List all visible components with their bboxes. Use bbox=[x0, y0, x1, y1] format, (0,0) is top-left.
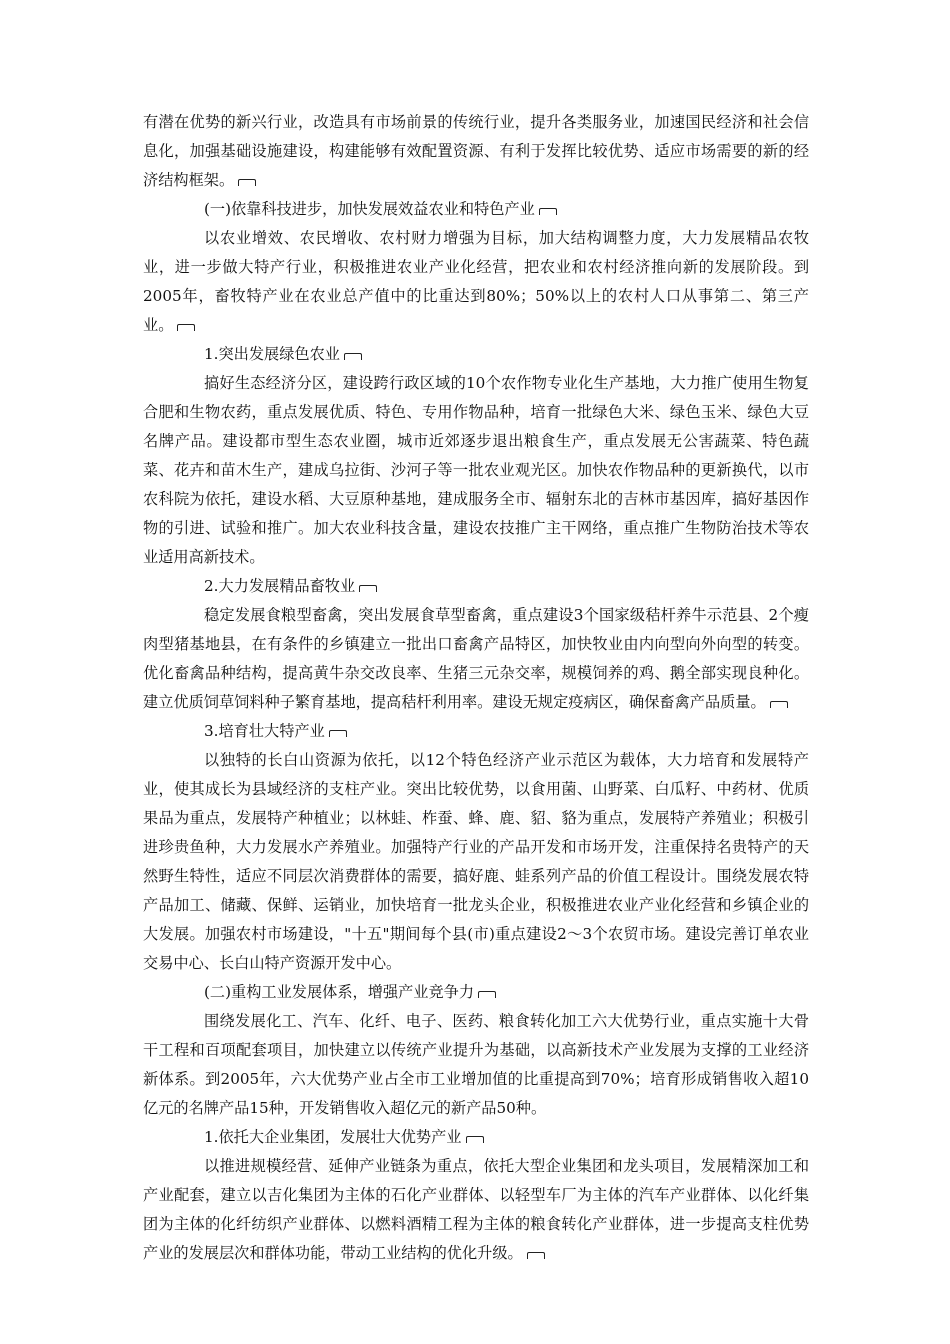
paragraph-mark-icon bbox=[770, 701, 788, 708]
paragraph-text: 1.突出发展绿色农业 bbox=[204, 345, 340, 363]
paragraph-text: 围绕发展化工、汽车、化纤、电子、医药、粮食转化加工六大优势行业，重点实施十大骨干工程和百项配套项目，加快建立以传统产业提升为基础，以高新技术产业发展为支撑的工业经济新体系。到2005年，六大优势产业占全市工业增加值的比重提高到70%；培育形成销售收入超10亿元的名牌产品15种，开发销售收入超亿元的新产品50种。 bbox=[143, 1012, 809, 1117]
section-heading bbox=[143, 978, 809, 1007]
paragraph bbox=[143, 224, 809, 340]
paragraph-text: 3.培育壮大特产业 bbox=[204, 722, 325, 740]
paragraph-text: 以农业增效、农民增收、农村财力增强为目标，加大结构调整力度，大力发展精品农牧业，进一步做大特产行业，积极推进农业产业化经营，把农业和农村经济推向新的发展阶段。到2005年，畜牧特产业在农业总产值中的比重达到80%；50%以上的农村人口从事第二、第三产业。 bbox=[143, 229, 809, 334]
paragraph-text: 有潜在优势的新兴行业，改造具有市场前景的传统行业，提升各类服务业，加速国民经济和社会信息化，加强基础设施建设，构建能够有效配置资源、有利于发挥比较优势、适应市场需要的新的经济结构框架。 bbox=[143, 113, 809, 189]
subsection-heading bbox=[143, 1123, 809, 1152]
paragraph bbox=[143, 369, 809, 572]
paragraph bbox=[143, 1007, 809, 1123]
paragraph-mark-icon bbox=[478, 991, 496, 998]
subsection-heading bbox=[143, 572, 809, 601]
paragraph-text: 以独特的长白山资源为依托，以12个特色经济产业示范区为载体，大力培育和发展特产业，使其成长为县域经济的支柱产业。突出比较优势，以食用菌、山野菜、白瓜籽、中药材、优质果品为重点，发展特产种植业；以林蛙、柞蚕、蜂、鹿、貂、貉为重点，发展特产养殖业；积极引进珍贵鱼种，大力发展水产养殖业。加强特产行业的产品开发和市场开发，注重保持名贵特产的天然野生特性，适应不同层次消费群体的需要，搞好鹿、蛙系列产品的价值工程设计。围绕发展农特产品加工、储藏、保鲜、运销业，加快培育一批龙头企业，积极推进农业产业化经营和乡镇企业的大发展。加强农村市场建设，"十五"期间每个县(市)重点建设2～3个农贸市场。建设完善订单农业交易中心、长白山特产资源开发中心。 bbox=[143, 751, 809, 972]
paragraph-text: (二)重构工业发展体系，增强产业竞争力 bbox=[204, 983, 475, 1001]
paragraph-text: 1.依托大企业集团，发展壮大优势产业 bbox=[204, 1128, 462, 1146]
paragraph-text: 搞好生态经济分区，建设跨行政区域的10个农作物专业化生产基地，大力推广使用生物复合肥和生物农药，重点发展优质、特色、专用作物品种，培育一批绿色大米、绿色玉米、绿色大豆名牌产品。建设都市型生态农业圈，城市近郊逐步退出粮食生产，重点发展无公害蔬菜、特色蔬菜、花卉和苗木生产，建成乌拉街、沙河子等一批农业观光区。加快农作物品种的更新换代，以市农科院为依托，建设水稻、大豆原种基地，建成服务全市、辐射东北的吉林市基因库，搞好基因作物的引进、试验和推广。加大农业科技含量，建设农技推广主干网络，重点推广生物防治技术等农业适用高新技术。 bbox=[143, 374, 809, 566]
paragraph bbox=[143, 746, 809, 978]
section-heading bbox=[143, 195, 809, 224]
paragraph-mark-icon bbox=[539, 208, 557, 215]
paragraph-text: 以推进规模经营、延伸产业链条为重点，依托大型企业集团和龙头项目，发展精深加工和产业配套，建立以吉化集团为主体的石化产业群体、以轻型车厂为主体的汽车产业群体、以化纤集团为主体的化纤纺织产业群体、以燃料酒精工程为主体的粮食转化产业群体，进一步提高支柱优势产业的发展层次和群体功能，带动工业结构的优化升级。 bbox=[143, 1157, 809, 1262]
paragraph-mark-icon bbox=[344, 353, 362, 360]
paragraph-mark-icon bbox=[466, 1136, 484, 1143]
subsection-heading bbox=[143, 717, 809, 746]
paragraph-mark-icon bbox=[359, 585, 377, 592]
paragraph-mark-icon bbox=[527, 1252, 545, 1259]
paragraph-text: (一)依靠科技进步，加快发展效益农业和特色产业 bbox=[204, 200, 535, 218]
paragraph bbox=[143, 1152, 809, 1268]
paragraph-text: 稳定发展食粮型畜禽，突出发展食草型畜禽，重点建设3个国家级秸杆养牛示范县、2个瘦肉型猪基地县，在有条件的乡镇建立一批出口畜禽产品特区，加快牧业由内向型向外向型的转变。优化畜禽品种结构，提高黄牛杂交改良率、生猪三元杂交率，规模饲养的鸡、鹅全部实现良种化。建立优质饲草饲料种子繁育基地，提高秸杆利用率。建设无规定疫病区，确保畜禽产品质量。 bbox=[143, 606, 809, 711]
subsection-heading bbox=[143, 340, 809, 369]
document-body bbox=[143, 108, 809, 1268]
paragraph-mark-icon bbox=[177, 324, 195, 331]
paragraph-mark-icon bbox=[329, 730, 347, 737]
paragraph bbox=[143, 601, 809, 717]
paragraph-mark-icon bbox=[238, 179, 256, 186]
paragraph bbox=[143, 108, 809, 195]
paragraph-text: 2.大力发展精品畜牧业 bbox=[204, 577, 356, 595]
